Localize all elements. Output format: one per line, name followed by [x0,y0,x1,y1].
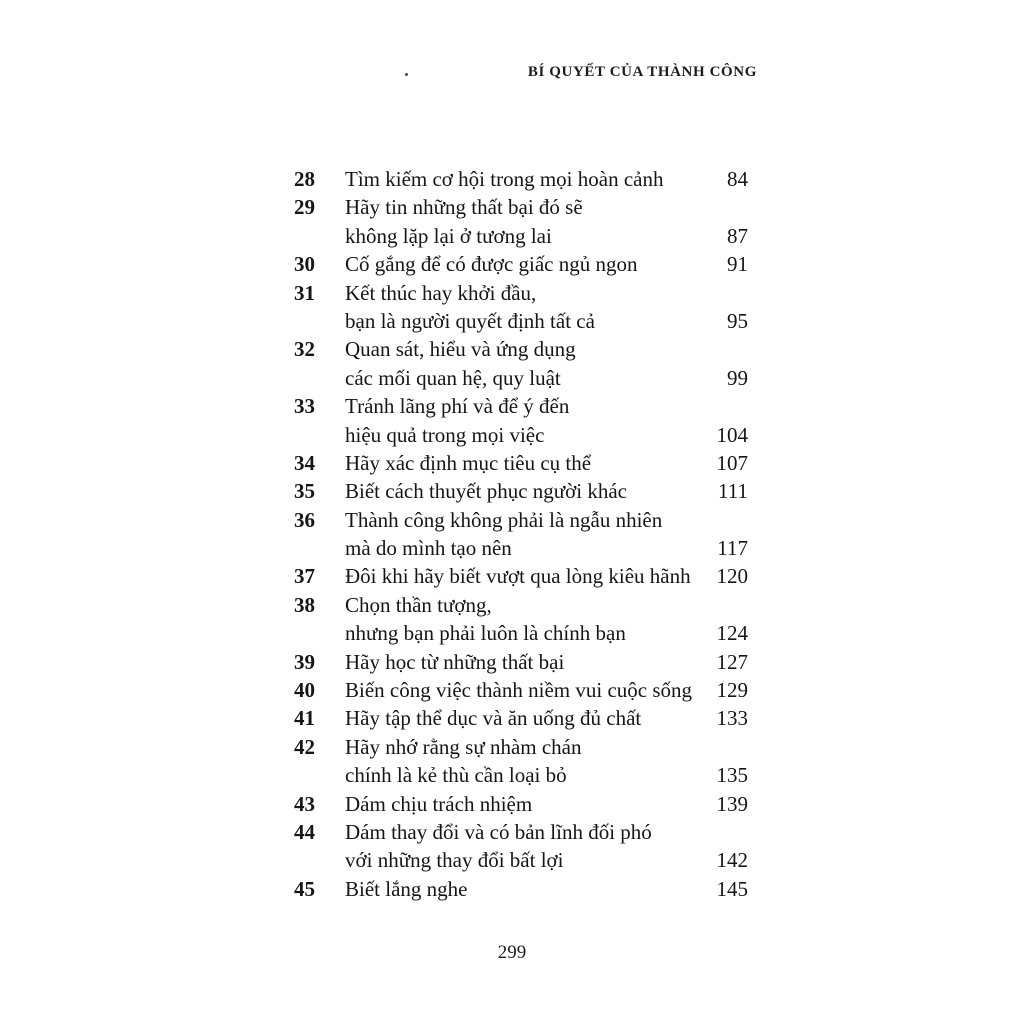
toc-row [294,704,748,732]
toc-row [294,193,748,221]
toc-entry-title: Tìm kiếm cơ hội trong mọi hoàn cảnh [345,167,664,191]
toc-entry-title: Hãy học từ những thất bại [345,649,565,674]
toc-entry-page: 107 [716,450,748,475]
toc-entry-number: 41 [294,706,315,731]
table-of-contents [294,165,748,903]
toc-row [294,534,748,562]
toc-entry-title: Tránh lãng phí và để ý đến [345,394,570,419]
toc-entry-page: 84 [727,167,748,191]
toc-entry-title: bạn là người quyết định tất cả [345,308,595,333]
toc-entry-number: 30 [294,252,315,277]
toc-entry-number: 38 [294,592,315,617]
toc-entry-page: 135 [716,763,748,788]
toc-row [294,477,748,505]
scan-artifact-dot [405,73,408,76]
toc-entry-number: 39 [294,649,315,674]
toc-row [294,165,748,193]
toc-row [294,421,748,449]
toc-entry-page: 91 [727,252,748,277]
toc-entry-number: 45 [294,876,315,901]
page-number: 299 [497,942,527,963]
toc-entry-title: Biết cách thuyết phục người khác [345,479,627,504]
toc-entry-number: 36 [294,507,315,532]
toc-entry-page: 142 [716,848,748,873]
toc-row [294,506,748,534]
toc-row [294,790,748,818]
toc-entry-page: 111 [718,479,748,504]
toc-entry-page: 95 [727,308,748,333]
toc-row [294,364,748,392]
toc-entry-page: 139 [716,791,748,816]
toc-row [294,733,748,761]
toc-entry-page: 145 [716,876,748,901]
toc-entry-title: Thành công không phải là ngẫu nhiên [345,507,663,532]
toc-entry-title: Chọn thần tượng, [345,592,492,617]
toc-entry-page: 133 [716,706,748,731]
toc-row [294,591,748,619]
toc-entry-number: 44 [294,819,315,844]
toc-row [294,648,748,676]
toc-entry-title: Kết thúc hay khởi đầu, [345,280,537,305]
toc-entry-number: 37 [294,564,315,589]
toc-entry-title: chính là kẻ thù cần loại bỏ [345,763,567,788]
toc-row [294,222,748,250]
toc-row [294,846,748,874]
toc-entry-number: 33 [294,394,315,419]
toc-entry-title: với những thay đổi bất lợi [345,848,564,873]
toc-entry-title: Hãy xác định mục tiêu cụ thể [345,450,592,475]
toc-entry-title: Dám thay đổi và có bản lĩnh đối phó [345,819,652,844]
toc-row [294,875,748,903]
toc-entry-title: mà do mình tạo nên [345,536,512,561]
toc-entry-title: Đôi khi hãy biết vượt qua lòng kiêu hãnh [345,564,691,589]
toc-entry-number: 40 [294,678,315,703]
toc-row [294,818,748,846]
toc-entry-title: Biết lắng nghe [345,876,468,901]
toc-entry-page: 129 [716,678,748,703]
toc-entry-page: 120 [716,564,748,589]
toc-entry-number: 34 [294,450,315,475]
toc-entry-page: 99 [727,365,748,390]
toc-entry-title: Dám chịu trách nhiệm [345,791,533,816]
toc-entry-number: 42 [294,734,315,759]
toc-entry-title: Biến công việc thành niềm vui cuộc sống [345,678,693,703]
toc-entry-number: 32 [294,337,315,362]
toc-entry-page: 87 [727,223,748,248]
toc-entry-page: 124 [716,621,748,646]
toc-entry-number: 43 [294,791,315,816]
toc-entry-title: nhưng bạn phải luôn là chính bạn [345,621,626,646]
toc-entry-title: Hãy tập thể dục và ăn uống đủ chất [345,706,642,731]
toc-entry-number: 35 [294,479,315,504]
toc-row [294,761,748,789]
toc-row [294,449,748,477]
toc-row [294,307,748,335]
toc-row [294,562,748,590]
toc-entry-title: các mối quan hệ, quy luật [345,365,561,390]
toc-entry-number: 28 [294,167,315,191]
toc-entry-number: 31 [294,280,315,305]
toc-row [294,335,748,363]
toc-entry-title: Hãy nhớ rằng sự nhàm chán [345,734,582,759]
running-head-title: BÍ QUYẾT CỦA THÀNH CÔNG [527,64,757,80]
toc-entry-title: Hãy tin những thất bại đó sẽ [345,195,583,220]
toc-row [294,279,748,307]
toc-row [294,619,748,647]
toc-entry-title: hiệu quả trong mọi việc [345,422,545,447]
toc-entry-page: 104 [716,422,748,447]
toc-row [294,250,748,278]
toc-entry-title: Cố gắng để có được giấc ngủ ngon [345,252,638,277]
toc-entry-page: 127 [716,649,748,674]
toc-entry-title: không lặp lại ở tương lai [345,223,552,248]
toc-row [294,676,748,704]
toc-entry-title: Quan sát, hiểu và ứng dụng [345,337,576,362]
toc-entry-number: 29 [294,195,315,220]
toc-row [294,392,748,420]
toc-entry-page: 117 [717,536,748,561]
